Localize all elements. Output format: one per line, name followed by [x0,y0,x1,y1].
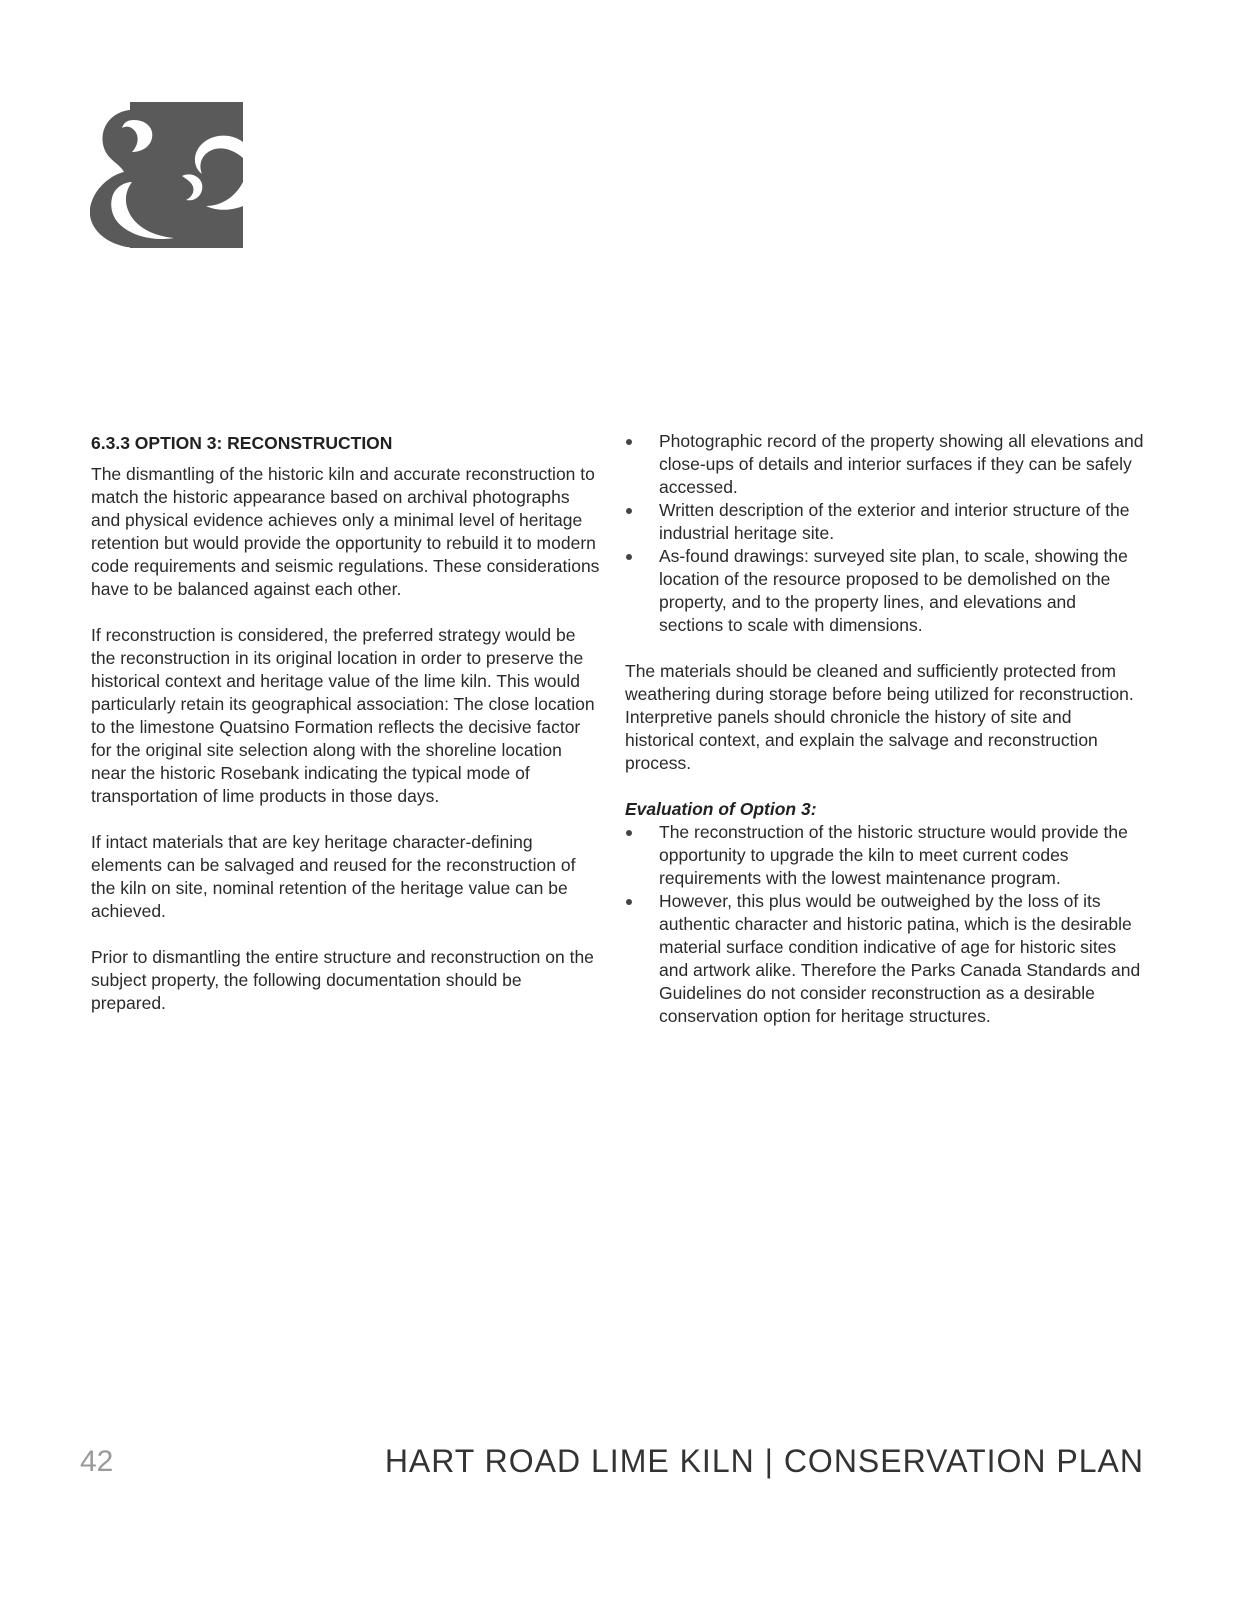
document-title: HART ROAD LIME KILN | CONSERVATION PLAN [384,1443,1144,1479]
page-number: 42 [80,1445,114,1478]
bullet-icon [626,830,632,836]
section-heading: 6.3.3 OPTION 3: RECONSTRUCTION [91,433,393,453]
list-item [625,545,1145,637]
left-column [91,432,601,1015]
paragraph: The dismantling of the historic kiln and accurate reconstruction to match the historic appearance based on archival photographs and physical evidence achieves only a minimal level of heritage retention but would provide the opportunity to rebuild it to modern code requirements and seismic regulations. These considerations have to be balanced against each other. [91,464,600,599]
list-item-text: As-found drawings: surveyed site plan, to scale, showing the location of the resource proposed to be demolished on the property, and to the property lines, and elevations and sections to scale with dimensions. [659,546,1128,635]
bullet-icon [626,439,632,445]
list-item [625,821,1145,890]
ampersand-logo-icon [90,102,243,248]
list-item-text: The reconstruction of the historic structure would provide the opportunity to upgrade the kiln to meet current codes requirements with the lowest maintenance program. [659,822,1128,888]
list-item [625,890,1145,1028]
paragraph: If reconstruction is considered, the preferred strategy would be the reconstruction in its original location in order to preserve the historical context and heritage value of the lime kiln. This would particularly retain its geographical association: The close location to the limestone Quatsino Formation reflects the decisive factor for the original site selection along with the shoreline location near the historic Rosebank indicating the typical mode of transportation of lime products in those days. [91,625,595,806]
list-item-text: Photographic record of the property showing all elevations and close-ups of details and interior surfaces if they can be safely accessed. [659,431,1144,497]
bullet-icon [626,899,632,905]
paragraph: The materials should be cleaned and sufficiently protected from weathering during storage before being utilized for reconstruction. Interpretive panels should chronicle the history of site and historical context, and explain the salvage and reconstruction process. [625,661,1134,773]
list-item-text: Written description of the exterior and interior structure of the industrial heritage site. [659,500,1130,543]
list-item-text: However, this plus would be outweighed by the loss of its authentic character and historic patina, which is the desirable material surface condition indicative of age for historic sites and artwork alike. Therefore the Parks Canada Standards and Guidelines do not consider reconstruction as a desirable conservation option for heritage structures. [659,891,1141,1026]
right-column [625,430,1145,1051]
documentation-list [625,430,1145,637]
evaluation-list [625,821,1145,1028]
evaluation-heading: Evaluation of Option 3: [625,799,817,819]
paragraph: If intact materials that are key heritage character-defining elements can be salvaged and reused for the reconstruction of the kiln on site, nominal retention of the heritage value can be achieved. [91,832,576,921]
list-item [625,499,1145,545]
paragraph: Prior to dismantling the entire structure and reconstruction on the subject property, the following documentation should be prepared. [91,947,594,1013]
bullet-icon [626,554,632,560]
bullet-icon [626,508,632,514]
list-item [625,430,1145,499]
